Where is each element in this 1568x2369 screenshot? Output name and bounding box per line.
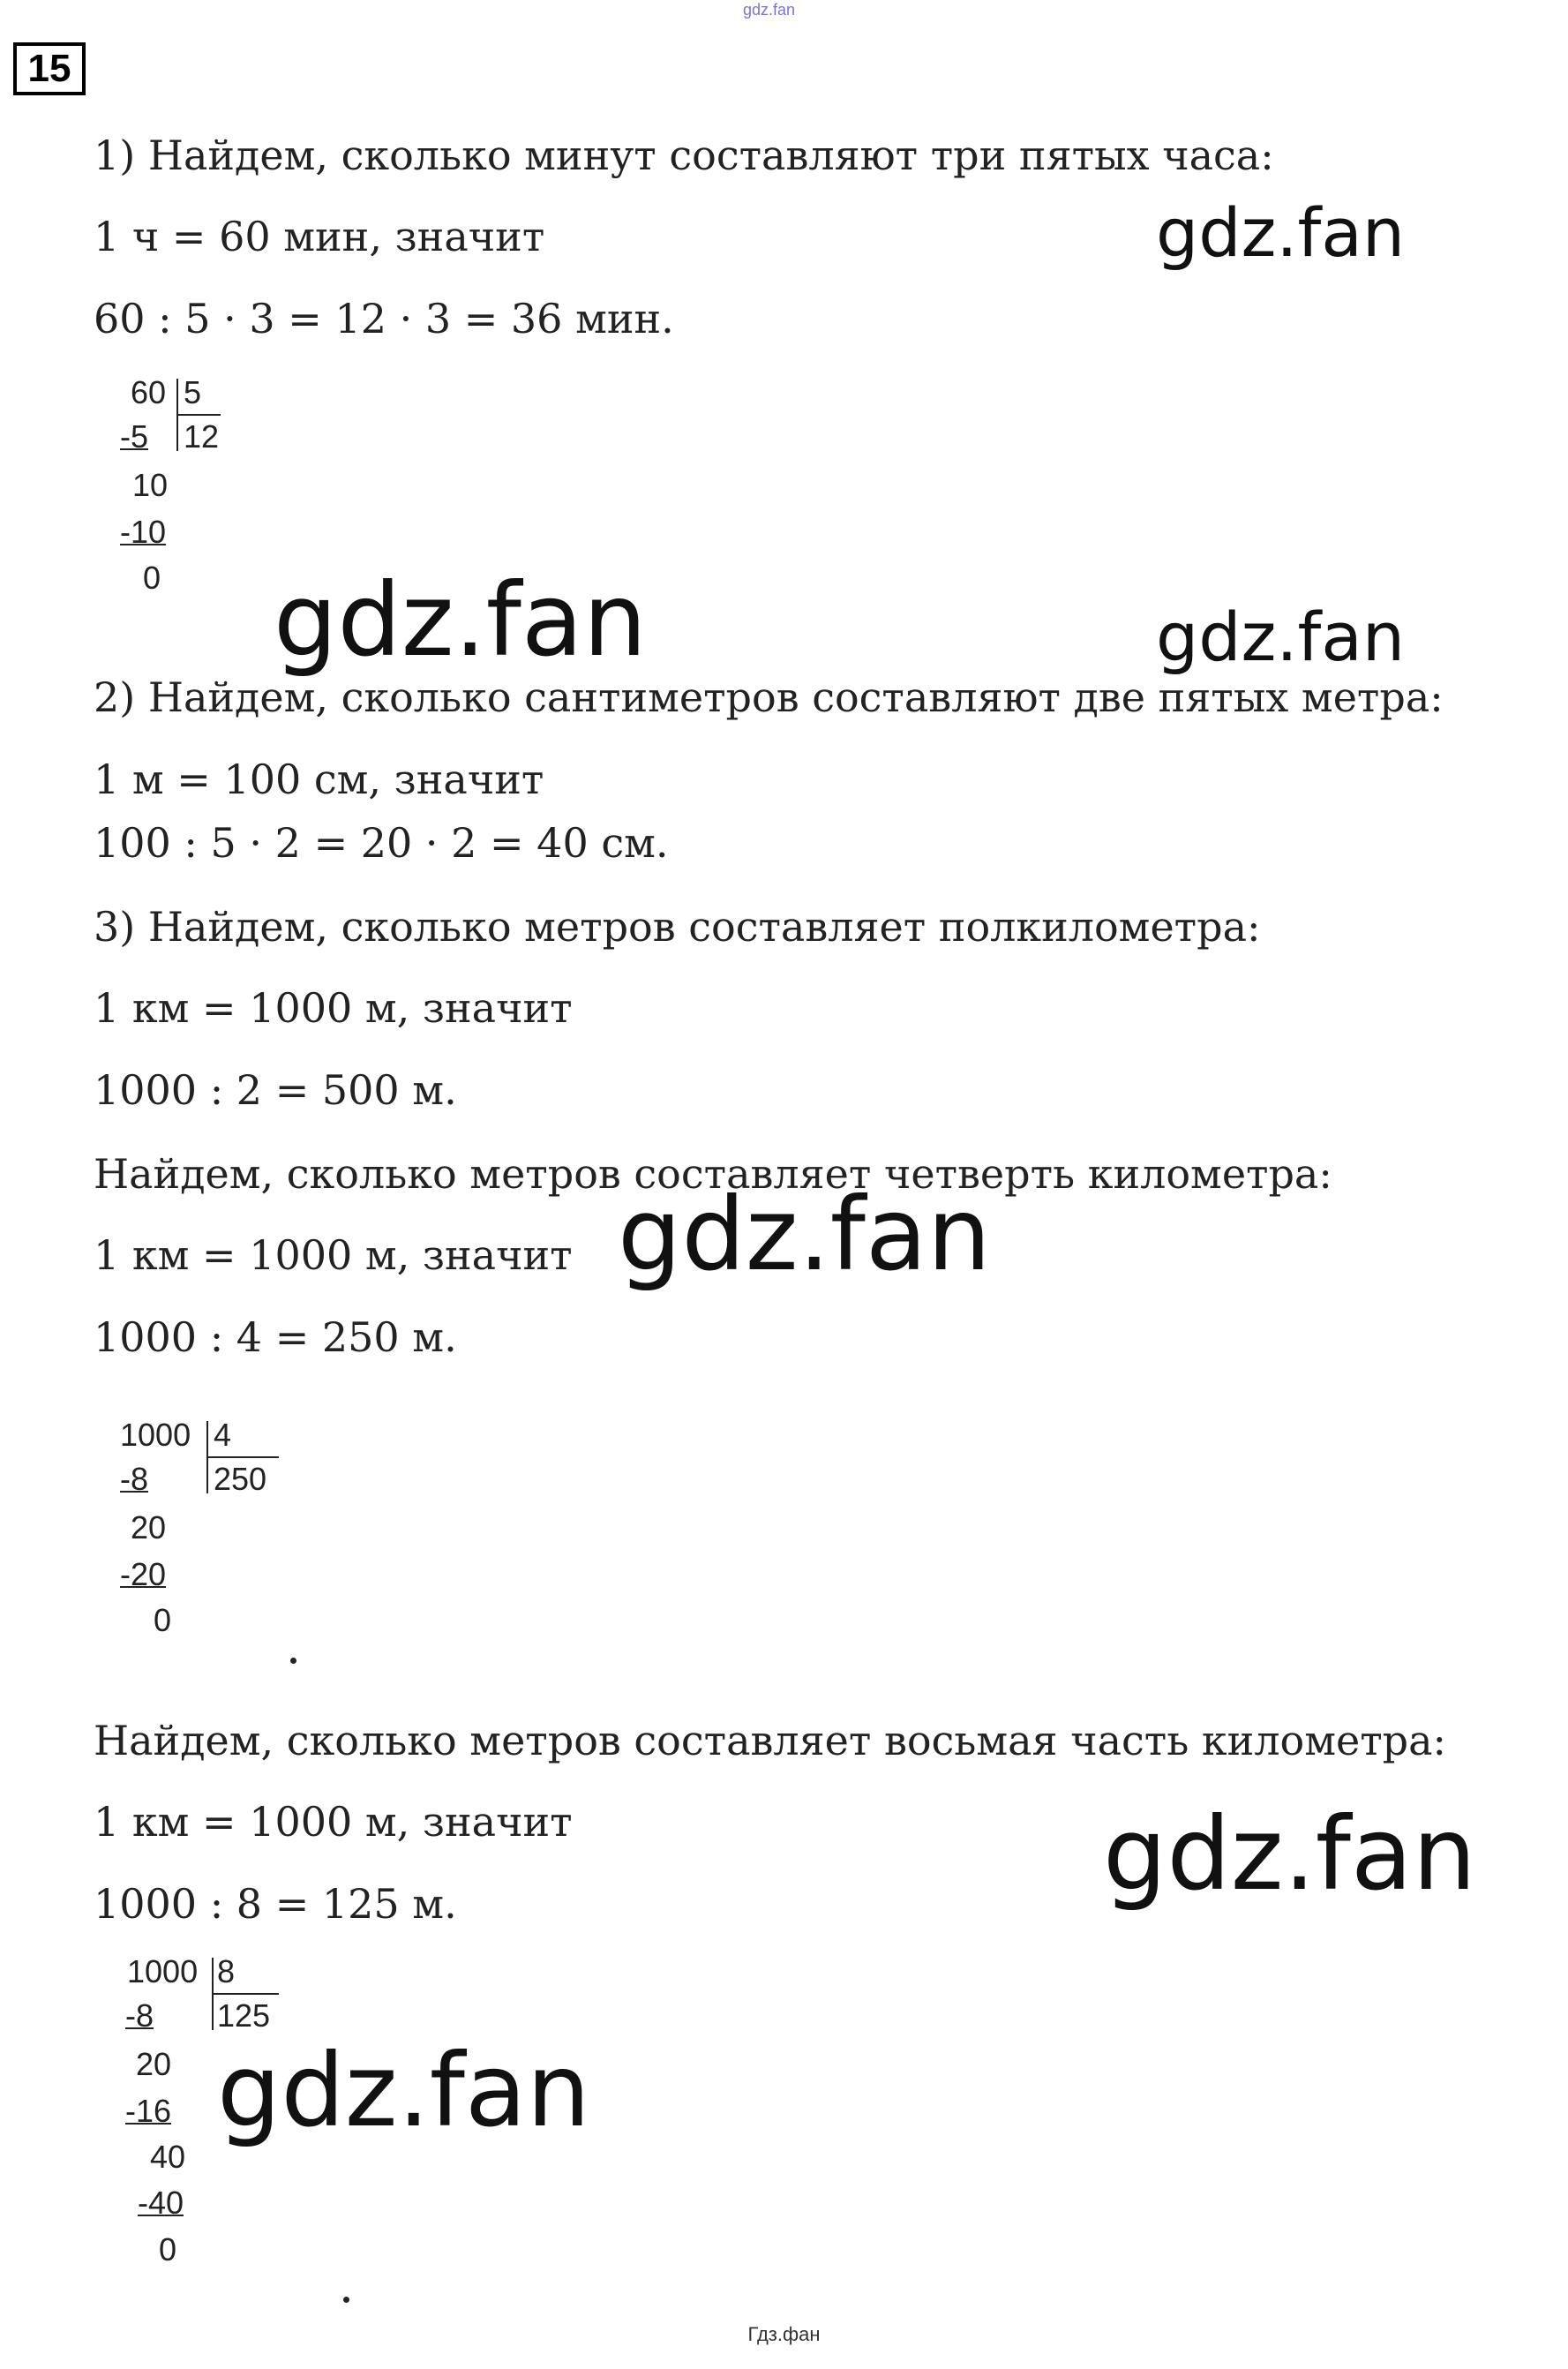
division-step: -8 (120, 1461, 149, 1497)
division-step: -5 (120, 418, 149, 455)
division-quotient: 125 (217, 1997, 271, 2034)
division-dividend: 1000 (120, 1417, 191, 1453)
step5-conversion: 1 км = 1000 м, значит (94, 1798, 573, 1846)
end-dot (290, 1658, 296, 1664)
division-quotient: 250 (214, 1461, 267, 1497)
division-dividend: 60 (131, 374, 167, 410)
step3-heading: 3) Найдем, сколько метров составляет полкилометра: (94, 903, 1261, 951)
division-horizontal-line (176, 414, 221, 416)
division-step: -40 (138, 2185, 184, 2221)
end-dot (343, 2297, 349, 2303)
footer-watermark: Гдз.фан (747, 2323, 821, 2345)
division-step: -20 (120, 1556, 167, 1592)
step4-heading: Найдем, сколько метров составляет четверть километра: (94, 1150, 1332, 1198)
step2-calculation: 100 : 5 · 2 = 20 · 2 = 40 см. (94, 819, 669, 867)
watermark: gdz.fan (274, 561, 648, 679)
division-step: -10 (120, 514, 167, 550)
step3-calculation: 1000 : 2 = 500 м. (94, 1066, 457, 1114)
division-step: 10 (132, 467, 169, 503)
watermark: gdz.fan (1103, 1795, 1477, 1913)
step5-calculation: 1000 : 8 = 125 м. (94, 1880, 457, 1928)
step4-conversion: 1 км = 1000 м, значит (94, 1231, 573, 1279)
division-remainder: 0 (143, 560, 161, 596)
step2-heading: 2) Найдем, сколько сантиметров составляют две пятых метра: (94, 673, 1444, 721)
division-step: -8 (125, 1997, 154, 2034)
step2-conversion: 1 м = 100 см, значит (94, 756, 544, 803)
division-remainder: 0 (154, 1602, 172, 1638)
division-step: 20 (131, 1509, 167, 1545)
step4-calculation: 1000 : 4 = 250 м. (94, 1313, 457, 1361)
division-quotient: 12 (184, 418, 220, 455)
task-number: 15 (13, 42, 86, 95)
division-remainder: 0 (159, 2231, 177, 2267)
division-step: -16 (125, 2093, 172, 2129)
division-divisor: 4 (214, 1417, 232, 1453)
top-watermark: gdz.fan (743, 1, 796, 19)
step5-heading: Найдем, сколько метров составляет восьмая часть километра: (94, 1717, 1447, 1764)
watermark: gdz.fan (1156, 193, 1406, 272)
division-step: 40 (150, 2139, 186, 2175)
division-horizontal-line (212, 1993, 279, 1995)
division-dividend: 1000 (127, 1953, 199, 1989)
watermark: gdz.fan (217, 2032, 591, 2149)
long-division-60-by-5 (120, 375, 244, 605)
step1-heading: 1) Найдем, сколько минут составляют три пятых часа: (94, 132, 1274, 179)
watermark: gdz.fan (618, 1176, 992, 1293)
long-division-1000-by-4 (118, 1418, 295, 1647)
step1-conversion: 1 ч = 60 мин, значит (94, 213, 545, 260)
step3-conversion: 1 км = 1000 м, значит (94, 984, 573, 1032)
step1-calculation: 60 : 5 · 3 = 12 · 3 = 36 мин. (94, 295, 674, 342)
division-horizontal-line (206, 1456, 279, 1458)
division-divisor: 8 (217, 1953, 236, 1989)
watermark: gdz.fan (1156, 598, 1406, 676)
division-divisor: 5 (184, 374, 202, 410)
division-step: 20 (136, 2046, 172, 2082)
